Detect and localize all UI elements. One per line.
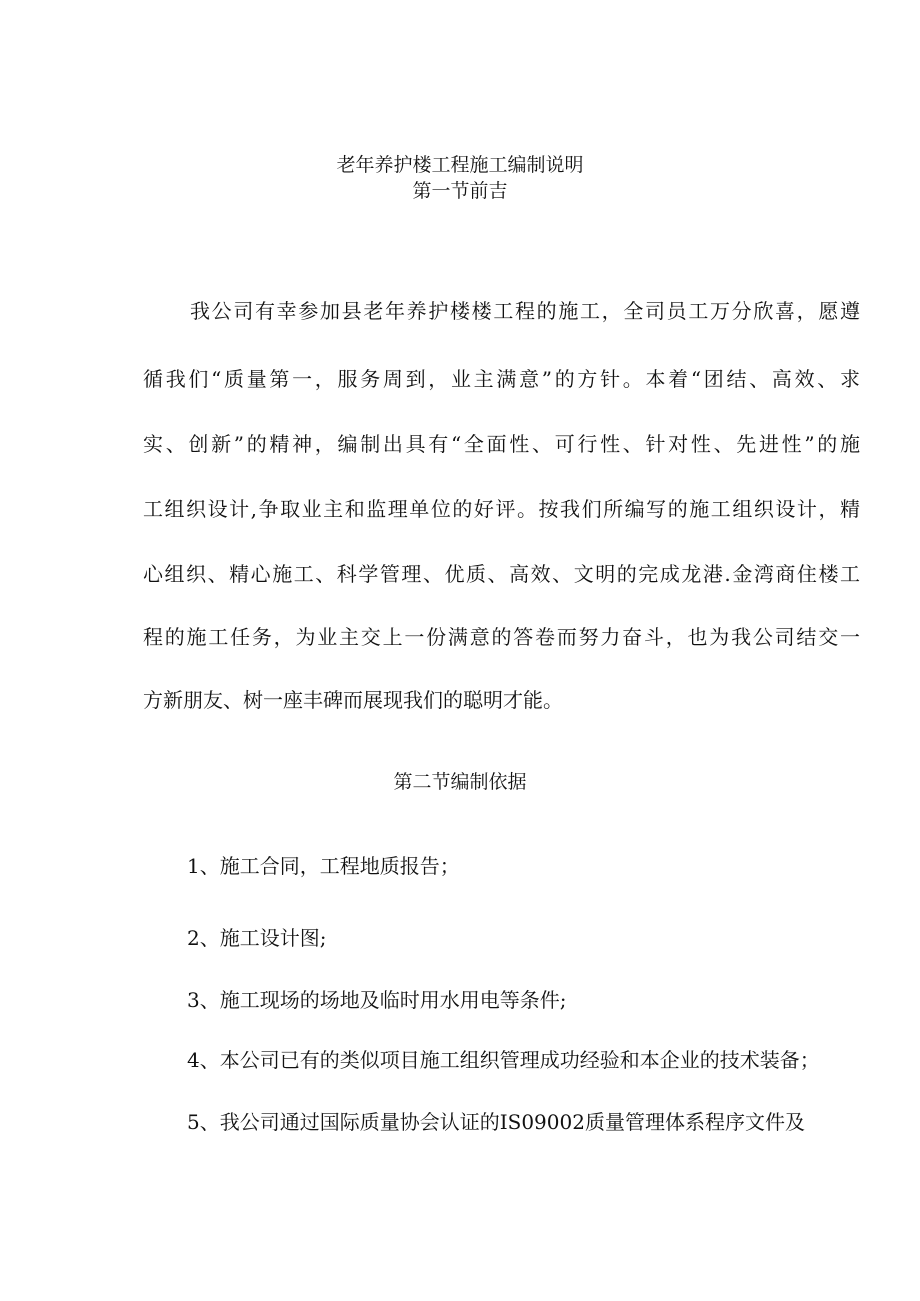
list-item: 5、我公司通过国际质量协会认证的IS09002质量管理体系程序文件及 (187, 1110, 805, 1134)
list-item: 2、施工设计图; (187, 926, 327, 950)
list-item: 1、施工合同，工程地质报告； (187, 854, 460, 878)
paragraph-line: 方新朋友、树一座丰碑而展现我们的聪明才能。 (143, 688, 563, 712)
document-title: 老年养护楼工程施工编制说明 (336, 154, 584, 176)
paragraph-line: 工组织设计,争取业主和监理单位的好评。按我们所编写的施工组织设计，精 (143, 497, 860, 521)
paragraph-line: 循我们“质量第一，服务周到，业主满意”的方针。本着“团结、高效、求 (143, 367, 860, 391)
section2-heading: 第二节编制依据 (393, 771, 527, 793)
paragraph-line: 程的施工任务，为业主交上一份满意的答卷而努力奋斗，也为我公司结交一 (143, 625, 860, 649)
section1-heading: 第一节前吉 (412, 180, 508, 202)
list-item: 3、施工现场的场地及临时用水用电等条件; (187, 988, 567, 1012)
paragraph-line: 我公司有幸参加县老年养护楼楼工程的施工，全司员工万分欣喜，愿遵 (190, 299, 860, 323)
paragraph-line: 心组织、精心施工、科学管理、优质、高效、文明的完成龙港.金湾商住楼工 (143, 562, 860, 586)
list-item: 4、本公司已有的类似项目施工组织管理成功经验和本企业的技术装备； (187, 1048, 820, 1072)
paragraph-line: 实、创新”的精神，编制出具有“全面性、可行性、针对性、先进性”的施 (143, 432, 860, 456)
